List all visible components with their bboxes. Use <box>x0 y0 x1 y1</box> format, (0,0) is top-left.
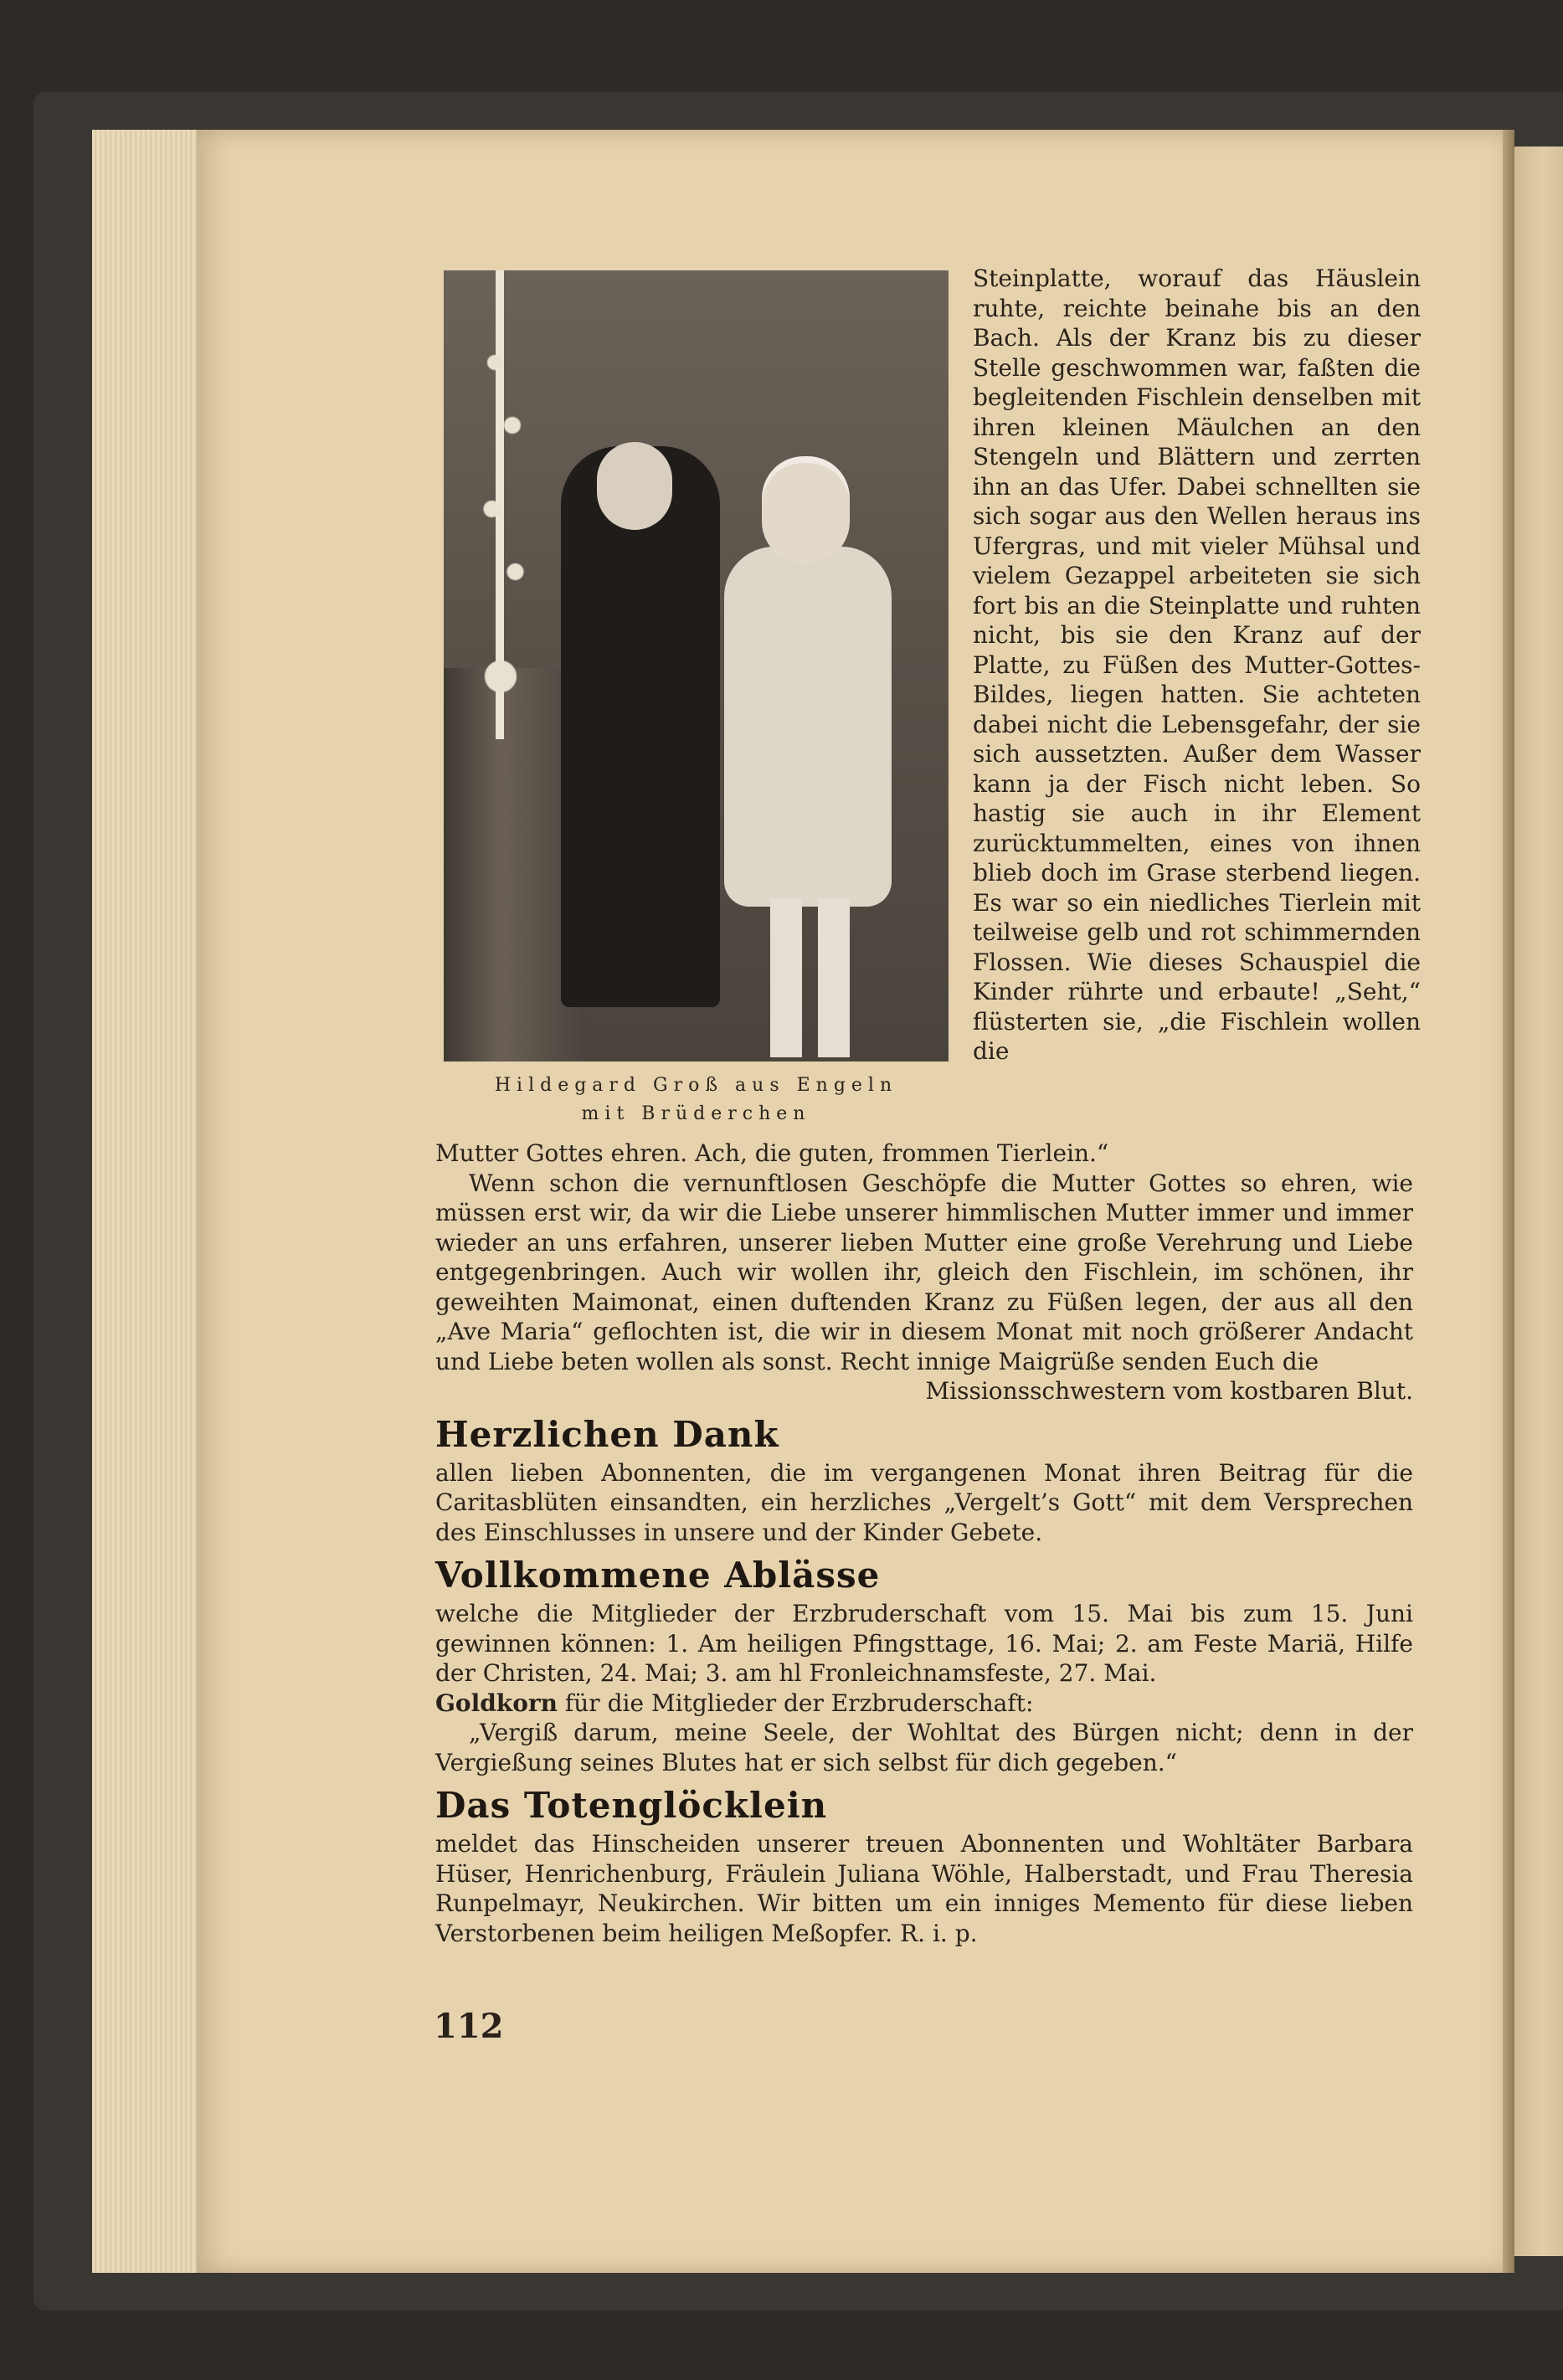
photo-figure <box>444 270 949 1128</box>
story-column-paragraph: Steinplatte, worauf das Häuslein ruhte, reichte beinahe bis an den Bach. Als der Kranz bis zu dieser Stelle geschwommen war, faßten die begleitenden Fischlein denselben mit ihren kleinen Mäulchen an den Stengeln und Blättern und zerrten ihn an das Ufer. Dabei schnellten sie sich sogar aus den Wellen heraus ins Ufergras, und mit vieler Mühsal und vielem Gezappel arbeiteten sie sich fort bis an die Steinplatte und ruhten nicht, bis sie den Kranz auf der Platte, zu Füßen des Mutter-Gottes-Bildes, liegen hatten. Sie achteten dabei nicht die Lebensgefahr, der sie sich aussetzten. Außer dem Wasser kann ja der Fisch nicht leben. So hastig sie auch in ihr Element zurücktummelten, eines von ihnen blieb doch im Grase sterbend liegen. Es war so ein niedliches Tierlein mit teilweise gelb und rot schimmernden Flossen. Wie dieses Schauspiel die Kinder rührte und erbaute! „Seht,“ flüsterten sie, „die Fischlein wollen die <box>973 265 1421 1065</box>
dank-text: allen lieben Abonnenten, die im vergangenen Monat ihren Beitrag für die Caritasblüten einsandten, ein herzliches „Vergelt’s Gott“ mit dem Versprechen des Einschlusses in unsere und der Kinder Gebete. <box>435 1458 1413 1546</box>
photo-boy <box>561 446 720 1007</box>
ablaesse-text: welche die Mitglieder der Erzbruderschaft vom 15. Mai bis zum 15. Juni gewinnen können: 1. Am heiligen Pfingsttage, 16. Mai; 2. am Feste Mariä, Hilfe der Christen, 24. Mai; 3. am hl Fronleichnamsfeste, 27. Mai. <box>435 1600 1413 1687</box>
main-text <box>435 1139 1413 1948</box>
photo-girl-head <box>762 463 850 563</box>
toten-text: meldet das Hinscheiden unserer treuen Abonnenten und Wohltäter Barbara Hüser, Henrichenburg, Fräulein Juliana Wöhle, Halberstadt, und Frau Theresia Runpelmayr, Neukirchen. Wir bitten um ein inniges Memento für diese lieben Verstorbenen beim heiligen Meßopfer. R. i. p. <box>435 1830 1413 1947</box>
photo-boy-head <box>597 442 672 530</box>
goldkorn-intro: für die Mitglieder der Erzbruderschaft: <box>564 1689 1034 1717</box>
page-number: 112 <box>434 2007 504 2046</box>
story-continuation: Mutter Gottes ehren. Ach, die guten, frommen Tierlein.“ <box>435 1139 1109 1167</box>
photo-caption <box>444 1072 949 1128</box>
heading-ablaesse: Vollkommene Ablässe <box>435 1555 881 1596</box>
caption-line-2: mit Brüderchen <box>581 1103 811 1124</box>
heading-totenglocklein: Das Totenglöcklein <box>435 1785 828 1826</box>
page-gutter <box>1503 130 1514 2273</box>
story-signature: Missionsschwestern vom kostbaren Blut. <box>925 1377 1413 1405</box>
photo-girl <box>724 547 892 907</box>
story-paragraph-2: Wenn schon die vernunftlosen Geschöpfe die Mutter Gottes so ehren, wie müssen erst wir, da wir die Liebe unserer himmlischen Mutter immer und immer wieder an uns erfahren, unserer lieben Mutter eine große Verehrung und Liebe entgegenbringen. Auch wir wollen ihr, gleich den Fischlein, im schönen, ihr geweihten Maimonat, einen duftenden Kranz zu Füßen legen, der aus all den „Ave Maria“ geflochten ist, die wir in diesem Monat mit noch größerer Andacht und Liebe beten wollen als sonst. Recht innige Maigrüße senden Euch die <box>435 1169 1413 1375</box>
photo-flowers <box>477 321 536 739</box>
goldkorn-quote: „Vergiß darum, meine Seele, der Wohltat des Bürgen nicht; denn in der Vergießung seines Blutes hat er sich selbst für dich gegeben.“ <box>435 1719 1413 1776</box>
goldkorn-paragraph <box>435 1689 1413 1719</box>
communion-photo <box>444 270 949 1061</box>
next-page-edge <box>1511 147 1563 2256</box>
story-column <box>973 264 1421 1067</box>
heading-dank: Herzlichen Dank <box>435 1413 779 1455</box>
caption-line-1: Hildegard Groß aus Engeln <box>494 1075 898 1096</box>
goldkorn-label: Goldkorn <box>435 1689 558 1717</box>
photo-girl-legs <box>770 898 850 1057</box>
